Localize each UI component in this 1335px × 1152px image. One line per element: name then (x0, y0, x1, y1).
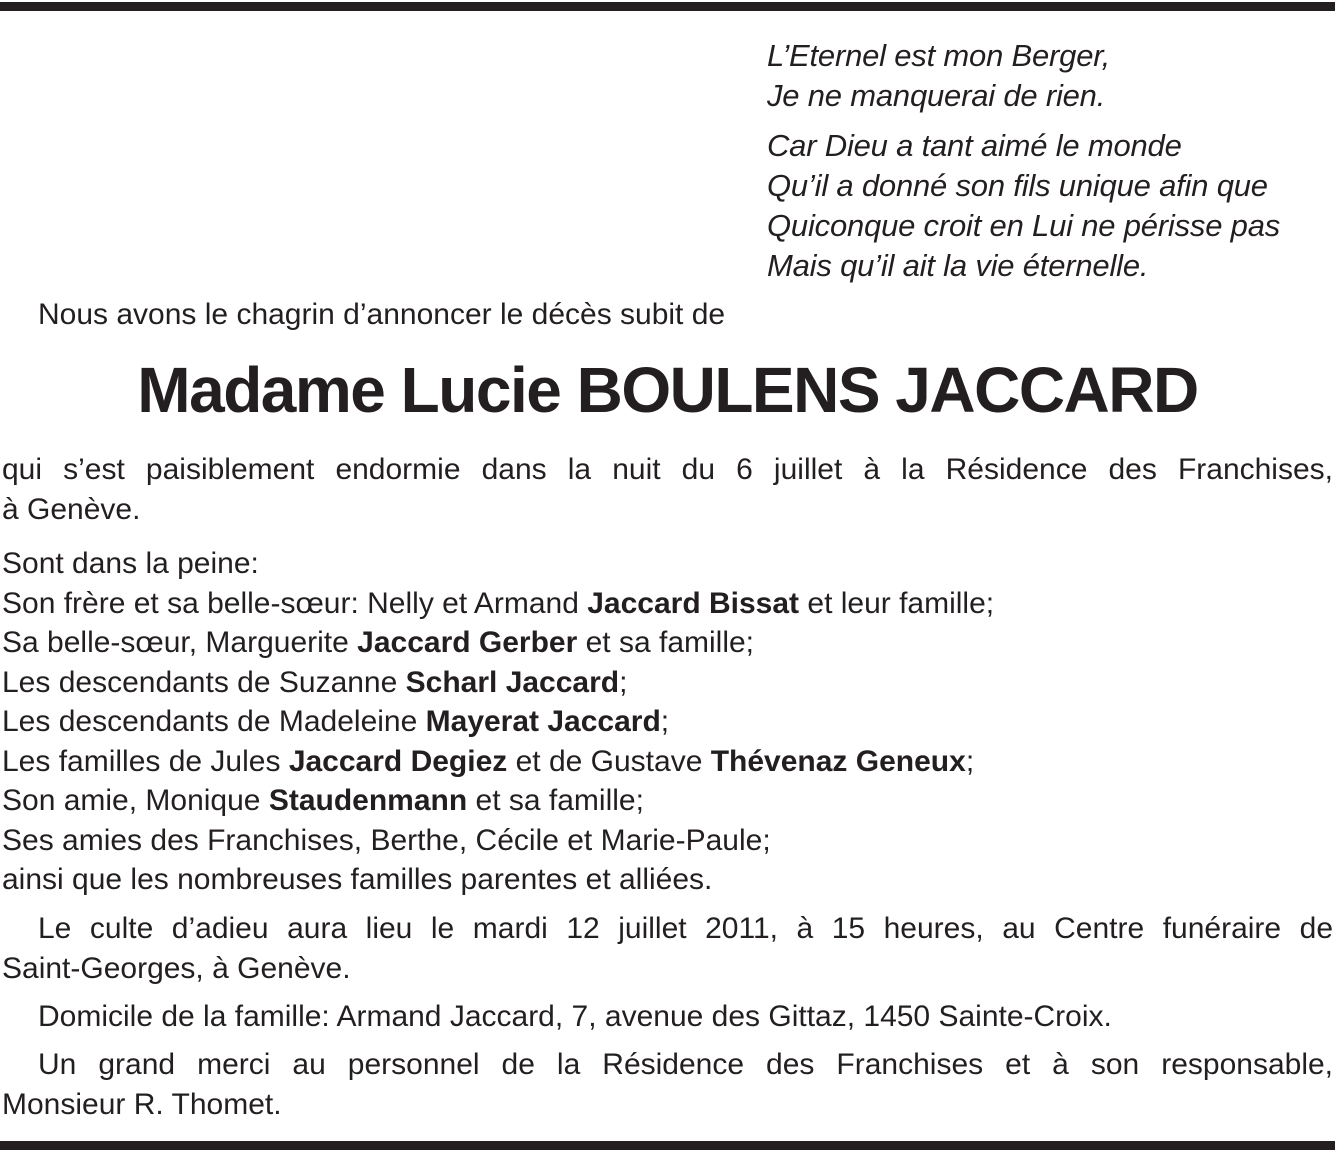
mourner-entry: Sa belle-sœur, Marguerite Jaccard Gerber et sa famille; (2, 626, 755, 659)
mourners-list (2, 544, 1333, 900)
mourner-entry: Son amie, Monique Staudenmann et sa famille; (2, 784, 644, 817)
mourner-entry: Les descendants de Suzanne Scharl Jaccard; (2, 665, 628, 699)
verse-line: Mais qu’il ait la vie éternelle. (767, 248, 1149, 283)
top-border-rule (0, 2, 1335, 11)
paragraph-line: Domicile de la famille: Armand Jaccard, 7, avenue des Gittaz, 1450 Sainte-Croix. (38, 1000, 1112, 1033)
family-name: Jaccard Bissat (587, 586, 800, 620)
paragraph-line: Saint-Georges, à Genève. (2, 951, 351, 985)
family-name: Scharl Jaccard (405, 665, 620, 699)
service-paragraph (2, 909, 1333, 988)
verse-psalm (767, 36, 1110, 116)
mourner-entry: Ses amies des Franchises, Berthe, Cécile et Marie-Paule; (2, 823, 771, 857)
paragraph-line: qui s’est paisiblement endormie dans la nuit du 6 juillet à la Résidence des Franchises, (2, 453, 1333, 486)
family-name: Jaccard Gerber (357, 626, 578, 659)
bottom-border-rule (0, 1141, 1335, 1150)
family-name: Mayerat Jaccard (425, 705, 661, 738)
paragraph-line: Un grand merci au personnel de la Résidence des Franchises et à son responsable, (38, 1048, 1333, 1081)
mourners-heading: Sont dans la peine: (2, 547, 259, 580)
family-name: Thévenaz Geneux (710, 744, 966, 778)
circumstances-paragraph (2, 450, 1333, 529)
intro-text: Nous avons le chagrin d’annoncer le décès subit de (38, 298, 726, 331)
mourner-entry: Son frère et sa belle-sœur: Nelly et Armand Jaccard Bissat et leur famille; (2, 586, 995, 620)
deceased-name: Madame Lucie BOULENS JACCARD (137, 354, 1198, 426)
paragraph-line: Monsieur R. Thomet. (2, 1087, 282, 1121)
verse-line: L’Eternel est mon Berger, (767, 38, 1111, 73)
paragraph-line: Le culte d’adieu aura lieu le mardi 12 juillet 2011, à 15 heures, au Centre funéraire de (38, 912, 1333, 945)
paragraph-line: à Genève. (2, 492, 141, 526)
mourner-entry: Les descendants de Madeleine Mayerat Jaccard; (2, 705, 670, 738)
verse-line: Car Dieu a tant aimé le monde (767, 128, 1182, 163)
thanks-paragraph (2, 1045, 1333, 1124)
mourner-entry: Les familles de Jules Jaccard Degiez et de Gustave Thévenaz Geneux; (2, 744, 975, 778)
verse-line: Qu’il a donné son fils unique afin que (767, 168, 1268, 203)
mourner-entry: ainsi que les nombreuses familles parentes et alliées. (2, 863, 713, 896)
family-name: Jaccard Degiez (288, 744, 508, 778)
domicile-paragraph (2, 997, 1333, 1037)
verse-line: Quiconque croit en Lui ne périsse pas (767, 208, 1281, 243)
verse-line: Je ne manquerai de rien. (767, 78, 1106, 113)
family-name: Staudenmann (268, 784, 468, 817)
verse-john (767, 126, 1280, 286)
